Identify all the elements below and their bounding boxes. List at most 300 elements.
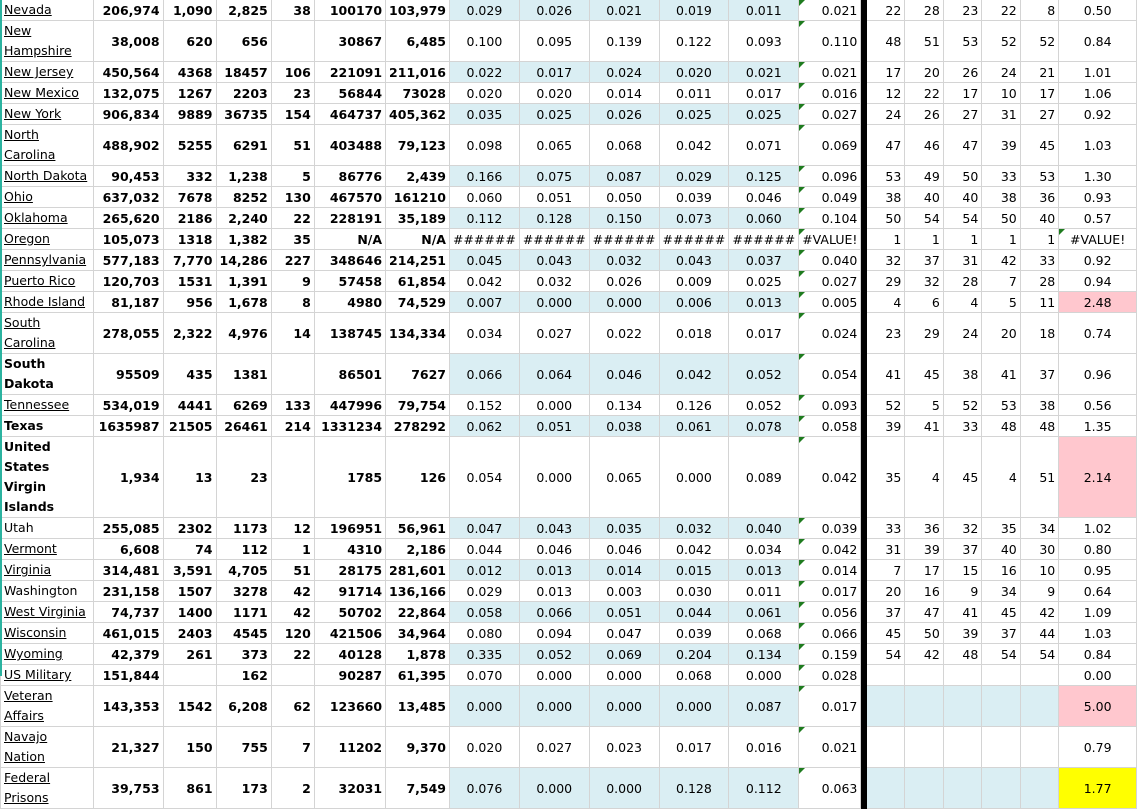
cell-ratio-4[interactable]: 0.009 [659, 271, 729, 292]
cell-ratio-5[interactable]: 0.125 [729, 166, 799, 187]
cell-ratio-2[interactable]: 0.043 [519, 518, 589, 539]
cell-ratio-5[interactable]: 0.052 [729, 395, 799, 416]
cell-ratio-1[interactable]: 0.166 [449, 166, 519, 187]
cell-count-f[interactable]: 9,370 [386, 727, 450, 768]
cell-ratio-4[interactable]: 0.044 [659, 602, 729, 623]
cell-count-b[interactable]: 74 [163, 539, 216, 560]
cell-ratio-average[interactable]: 0.069 [799, 125, 861, 166]
cell-ratio-4[interactable]: 0.006 [659, 292, 729, 313]
cell-rank-4[interactable]: 42 [982, 250, 1020, 271]
cell-count-a[interactable]: 42,379 [94, 644, 163, 665]
cell-jurisdiction-name[interactable] [1, 623, 94, 644]
cell-ratio-5[interactable]: 0.060 [729, 208, 799, 229]
cell-rank-2[interactable] [905, 686, 943, 727]
cell-score[interactable]: 0.50 [1059, 0, 1137, 21]
cell-ratio-5[interactable]: 0.112 [729, 768, 799, 809]
cell-count-b[interactable]: 5255 [163, 125, 216, 166]
cell-score[interactable]: 0.84 [1059, 644, 1137, 665]
cell-rank-3[interactable]: 17 [943, 83, 981, 104]
cell-ratio-3[interactable]: 0.024 [589, 62, 659, 83]
cell-count-e[interactable]: 86776 [314, 166, 385, 187]
cell-ratio-2[interactable]: ###### [519, 229, 589, 250]
cell-rank-1[interactable]: 48 [866, 21, 904, 62]
cell-ratio-3[interactable]: 0.021 [589, 0, 659, 21]
cell-rank-3[interactable]: 37 [943, 539, 981, 560]
cell-rank-3[interactable]: 48 [943, 644, 981, 665]
cell-rank-3[interactable]: 31 [943, 250, 981, 271]
cell-rank-4[interactable]: 53 [982, 395, 1020, 416]
cell-rank-3[interactable]: 54 [943, 208, 981, 229]
cell-jurisdiction-name[interactable] [1, 313, 94, 354]
cell-count-f[interactable]: 61,854 [386, 271, 450, 292]
cell-count-f[interactable]: N/A [386, 229, 450, 250]
cell-jurisdiction-name[interactable] [1, 416, 94, 437]
cell-rank-4[interactable]: 48 [982, 416, 1020, 437]
cell-jurisdiction-name[interactable] [1, 354, 94, 395]
cell-ratio-4[interactable]: 0.030 [659, 581, 729, 602]
cell-count-b[interactable]: 1318 [163, 229, 216, 250]
cell-count-a[interactable]: 278,055 [94, 313, 163, 354]
cell-ratio-3[interactable]: 0.023 [589, 727, 659, 768]
cell-ratio-average[interactable]: 0.021 [799, 727, 861, 768]
cell-rank-5[interactable] [1020, 665, 1058, 686]
cell-ratio-5[interactable]: 0.071 [729, 125, 799, 166]
cell-count-f[interactable]: 134,334 [386, 313, 450, 354]
cell-count-f[interactable]: 56,961 [386, 518, 450, 539]
cell-score[interactable]: 0.95 [1059, 560, 1137, 581]
cell-count-c[interactable]: 23 [216, 437, 271, 518]
cell-count-a[interactable]: 1635987 [94, 416, 163, 437]
cell-ratio-1[interactable]: 0.044 [449, 539, 519, 560]
cell-ratio-4[interactable]: 0.204 [659, 644, 729, 665]
cell-rank-4[interactable]: 40 [982, 539, 1020, 560]
cell-ratio-3[interactable]: 0.087 [589, 166, 659, 187]
cell-ratio-2[interactable]: 0.064 [519, 354, 589, 395]
cell-count-f[interactable]: 74,529 [386, 292, 450, 313]
cell-rank-1[interactable]: 23 [866, 313, 904, 354]
cell-ratio-5[interactable]: 0.025 [729, 271, 799, 292]
cell-count-f[interactable]: 405,362 [386, 104, 450, 125]
cell-rank-1[interactable]: 53 [866, 166, 904, 187]
cell-count-b[interactable]: 3,591 [163, 560, 216, 581]
cell-count-d[interactable]: 14 [271, 313, 314, 354]
cell-jurisdiction-name[interactable] [1, 0, 94, 21]
cell-count-c[interactable]: 1,678 [216, 292, 271, 313]
cell-jurisdiction-name[interactable] [1, 271, 94, 292]
cell-ratio-average[interactable]: 0.024 [799, 313, 861, 354]
cell-score[interactable]: 0.64 [1059, 581, 1137, 602]
cell-rank-2[interactable]: 51 [905, 21, 943, 62]
cell-ratio-1[interactable]: 0.060 [449, 187, 519, 208]
cell-count-a[interactable]: 265,620 [94, 208, 163, 229]
cell-ratio-1[interactable]: 0.020 [449, 83, 519, 104]
cell-ratio-2[interactable]: 0.000 [519, 292, 589, 313]
cell-count-b[interactable]: 1531 [163, 271, 216, 292]
cell-rank-2[interactable]: 6 [905, 292, 943, 313]
cell-count-e[interactable]: 1785 [314, 437, 385, 518]
cell-rank-1[interactable]: 41 [866, 354, 904, 395]
cell-count-f[interactable]: 1,878 [386, 644, 450, 665]
cell-count-d[interactable]: 22 [271, 208, 314, 229]
cell-ratio-average[interactable]: 0.021 [799, 62, 861, 83]
cell-ratio-1[interactable]: 0.045 [449, 250, 519, 271]
cell-count-c[interactable]: 14,286 [216, 250, 271, 271]
cell-ratio-3[interactable]: 0.014 [589, 83, 659, 104]
cell-rank-3[interactable] [943, 768, 981, 809]
cell-count-f[interactable]: 13,485 [386, 686, 450, 727]
cell-count-b[interactable]: 956 [163, 292, 216, 313]
cell-ratio-average[interactable]: 0.096 [799, 166, 861, 187]
cell-rank-4[interactable]: 52 [982, 21, 1020, 62]
cell-rank-5[interactable]: 30 [1020, 539, 1058, 560]
cell-count-a[interactable]: 206,974 [94, 0, 163, 21]
cell-count-e[interactable]: 56844 [314, 83, 385, 104]
cell-count-d[interactable]: 51 [271, 125, 314, 166]
cell-ratio-average[interactable]: 0.056 [799, 602, 861, 623]
cell-ratio-5[interactable]: 0.061 [729, 602, 799, 623]
cell-rank-5[interactable]: 10 [1020, 560, 1058, 581]
cell-rank-4[interactable]: 35 [982, 518, 1020, 539]
cell-count-e[interactable]: 86501 [314, 354, 385, 395]
cell-count-e[interactable]: 32031 [314, 768, 385, 809]
cell-count-a[interactable]: 906,834 [94, 104, 163, 125]
cell-count-f[interactable]: 103,979 [386, 0, 450, 21]
cell-rank-3[interactable]: 1 [943, 229, 981, 250]
cell-count-b[interactable]: 4441 [163, 395, 216, 416]
cell-count-c[interactable]: 1171 [216, 602, 271, 623]
cell-ratio-3[interactable]: 0.022 [589, 313, 659, 354]
cell-ratio-4[interactable]: 0.000 [659, 686, 729, 727]
cell-ratio-3[interactable]: 0.065 [589, 437, 659, 518]
cell-ratio-5[interactable]: 0.093 [729, 21, 799, 62]
cell-ratio-4[interactable]: 0.020 [659, 62, 729, 83]
cell-rank-2[interactable]: 41 [905, 416, 943, 437]
cell-score[interactable]: 1.02 [1059, 518, 1137, 539]
cell-ratio-4[interactable]: 0.025 [659, 104, 729, 125]
cell-rank-1[interactable]: 54 [866, 644, 904, 665]
cell-count-d[interactable]: 12 [271, 518, 314, 539]
cell-ratio-1[interactable]: 0.080 [449, 623, 519, 644]
cell-rank-2[interactable]: 49 [905, 166, 943, 187]
cell-count-b[interactable]: 620 [163, 21, 216, 62]
cell-ratio-2[interactable]: 0.051 [519, 416, 589, 437]
cell-count-a[interactable]: 132,075 [94, 83, 163, 104]
cell-count-e[interactable]: 403488 [314, 125, 385, 166]
cell-score[interactable]: 0.84 [1059, 21, 1137, 62]
cell-jurisdiction-name[interactable] [1, 518, 94, 539]
cell-ratio-2[interactable]: 0.095 [519, 21, 589, 62]
cell-ratio-average[interactable]: 0.159 [799, 644, 861, 665]
cell-score[interactable]: 1.35 [1059, 416, 1137, 437]
cell-count-b[interactable]: 261 [163, 644, 216, 665]
cell-ratio-5[interactable]: 0.016 [729, 727, 799, 768]
cell-count-e[interactable]: 11202 [314, 727, 385, 768]
cell-rank-3[interactable] [943, 665, 981, 686]
cell-rank-1[interactable]: 33 [866, 518, 904, 539]
cell-count-f[interactable]: 73028 [386, 83, 450, 104]
cell-ratio-4[interactable]: 0.017 [659, 727, 729, 768]
cell-ratio-average[interactable]: 0.093 [799, 395, 861, 416]
cell-rank-2[interactable]: 54 [905, 208, 943, 229]
cell-ratio-1[interactable]: 0.070 [449, 665, 519, 686]
cell-score[interactable]: 1.09 [1059, 602, 1137, 623]
cell-count-e[interactable]: 467570 [314, 187, 385, 208]
cell-rank-3[interactable]: 4 [943, 292, 981, 313]
cell-ratio-2[interactable]: 0.065 [519, 125, 589, 166]
cell-ratio-average[interactable]: 0.028 [799, 665, 861, 686]
cell-jurisdiction-name[interactable] [1, 166, 94, 187]
cell-count-c[interactable]: 4,976 [216, 313, 271, 354]
cell-count-c[interactable]: 2203 [216, 83, 271, 104]
cell-count-b[interactable]: 4368 [163, 62, 216, 83]
cell-score[interactable]: 1.06 [1059, 83, 1137, 104]
cell-count-b[interactable]: 861 [163, 768, 216, 809]
cell-count-a[interactable]: 450,564 [94, 62, 163, 83]
cell-count-e[interactable]: 421506 [314, 623, 385, 644]
cell-rank-3[interactable]: 28 [943, 271, 981, 292]
cell-ratio-4[interactable]: 0.128 [659, 768, 729, 809]
cell-ratio-1[interactable]: 0.029 [449, 0, 519, 21]
cell-count-d[interactable]: 38 [271, 0, 314, 21]
cell-ratio-3[interactable]: 0.000 [589, 292, 659, 313]
cell-ratio-2[interactable]: 0.032 [519, 271, 589, 292]
cell-ratio-2[interactable]: 0.043 [519, 250, 589, 271]
cell-count-e[interactable]: 91714 [314, 581, 385, 602]
cell-rank-4[interactable]: 5 [982, 292, 1020, 313]
cell-count-f[interactable]: 79,123 [386, 125, 450, 166]
cell-count-a[interactable]: 1,934 [94, 437, 163, 518]
cell-count-d[interactable] [271, 354, 314, 395]
cell-ratio-2[interactable]: 0.025 [519, 104, 589, 125]
cell-count-e[interactable]: N/A [314, 229, 385, 250]
cell-ratio-5[interactable]: 0.017 [729, 83, 799, 104]
cell-rank-5[interactable]: 38 [1020, 395, 1058, 416]
cell-count-a[interactable]: 255,085 [94, 518, 163, 539]
cell-count-d[interactable]: 42 [271, 602, 314, 623]
cell-jurisdiction-name[interactable] [1, 104, 94, 125]
cell-rank-4[interactable] [982, 665, 1020, 686]
cell-rank-3[interactable]: 41 [943, 602, 981, 623]
cell-count-c[interactable]: 1,238 [216, 166, 271, 187]
cell-count-a[interactable]: 120,703 [94, 271, 163, 292]
cell-ratio-average[interactable]: 0.017 [799, 686, 861, 727]
cell-count-d[interactable]: 8 [271, 292, 314, 313]
cell-count-a[interactable]: 90,453 [94, 166, 163, 187]
cell-count-a[interactable]: 38,008 [94, 21, 163, 62]
cell-rank-2[interactable]: 32 [905, 271, 943, 292]
cell-ratio-2[interactable]: 0.000 [519, 686, 589, 727]
cell-rank-5[interactable]: 21 [1020, 62, 1058, 83]
cell-score[interactable]: 0.56 [1059, 395, 1137, 416]
cell-rank-3[interactable]: 40 [943, 187, 981, 208]
cell-ratio-4[interactable]: 0.042 [659, 125, 729, 166]
cell-ratio-1[interactable]: 0.076 [449, 768, 519, 809]
cell-rank-3[interactable]: 9 [943, 581, 981, 602]
cell-ratio-1[interactable]: 0.047 [449, 518, 519, 539]
cell-rank-1[interactable]: 35 [866, 437, 904, 518]
cell-rank-5[interactable]: 52 [1020, 21, 1058, 62]
cell-ratio-average[interactable]: 0.021 [799, 0, 861, 21]
cell-ratio-5[interactable]: 0.087 [729, 686, 799, 727]
cell-rank-1[interactable] [866, 727, 904, 768]
cell-rank-2[interactable]: 40 [905, 187, 943, 208]
cell-rank-3[interactable]: 15 [943, 560, 981, 581]
cell-count-f[interactable]: 136,166 [386, 581, 450, 602]
cell-ratio-1[interactable]: 0.098 [449, 125, 519, 166]
cell-count-b[interactable] [163, 665, 216, 686]
cell-rank-1[interactable]: 17 [866, 62, 904, 83]
cell-jurisdiction-name[interactable] [1, 395, 94, 416]
cell-count-a[interactable]: 637,032 [94, 187, 163, 208]
cell-count-f[interactable]: 6,485 [386, 21, 450, 62]
cell-count-b[interactable]: 1542 [163, 686, 216, 727]
cell-ratio-3[interactable]: 0.069 [589, 644, 659, 665]
cell-rank-3[interactable]: 52 [943, 395, 981, 416]
cell-rank-5[interactable]: 51 [1020, 437, 1058, 518]
cell-rank-1[interactable]: 7 [866, 560, 904, 581]
cell-rank-1[interactable]: 39 [866, 416, 904, 437]
cell-rank-3[interactable]: 27 [943, 104, 981, 125]
cell-count-d[interactable]: 23 [271, 83, 314, 104]
cell-ratio-2[interactable]: 0.051 [519, 187, 589, 208]
cell-rank-4[interactable]: 24 [982, 62, 1020, 83]
cell-ratio-3[interactable]: 0.134 [589, 395, 659, 416]
cell-ratio-average[interactable]: 0.104 [799, 208, 861, 229]
cell-jurisdiction-name[interactable] [1, 686, 94, 727]
cell-rank-2[interactable]: 45 [905, 354, 943, 395]
cell-count-a[interactable]: 231,158 [94, 581, 163, 602]
cell-count-a[interactable]: 39,753 [94, 768, 163, 809]
cell-ratio-4[interactable]: 0.019 [659, 0, 729, 21]
cell-count-f[interactable]: 2,186 [386, 539, 450, 560]
cell-rank-4[interactable]: 50 [982, 208, 1020, 229]
cell-score[interactable]: 2.14 [1059, 437, 1137, 518]
cell-ratio-2[interactable]: 0.027 [519, 727, 589, 768]
cell-score[interactable]: 1.30 [1059, 166, 1137, 187]
cell-rank-3[interactable] [943, 727, 981, 768]
cell-count-c[interactable]: 2,240 [216, 208, 271, 229]
cell-ratio-2[interactable]: 0.000 [519, 395, 589, 416]
cell-rank-1[interactable] [866, 768, 904, 809]
cell-rank-1[interactable]: 45 [866, 623, 904, 644]
cell-ratio-3[interactable]: 0.026 [589, 271, 659, 292]
cell-rank-2[interactable]: 17 [905, 560, 943, 581]
cell-count-c[interactable]: 6269 [216, 395, 271, 416]
cell-rank-1[interactable]: 12 [866, 83, 904, 104]
cell-ratio-average[interactable]: 0.027 [799, 104, 861, 125]
cell-count-f[interactable]: 281,601 [386, 560, 450, 581]
cell-rank-4[interactable]: 33 [982, 166, 1020, 187]
cell-jurisdiction-name[interactable] [1, 187, 94, 208]
cell-rank-5[interactable] [1020, 727, 1058, 768]
cell-ratio-3[interactable]: 0.035 [589, 518, 659, 539]
cell-count-f[interactable]: 35,189 [386, 208, 450, 229]
cell-count-d[interactable]: 5 [271, 166, 314, 187]
cell-ratio-3[interactable]: 0.038 [589, 416, 659, 437]
cell-rank-5[interactable]: 40 [1020, 208, 1058, 229]
cell-count-d[interactable] [271, 665, 314, 686]
cell-jurisdiction-name[interactable] [1, 602, 94, 623]
cell-ratio-average[interactable]: 0.110 [799, 21, 861, 62]
cell-count-b[interactable]: 1400 [163, 602, 216, 623]
cell-ratio-2[interactable]: 0.013 [519, 560, 589, 581]
cell-rank-3[interactable]: 50 [943, 166, 981, 187]
cell-count-e[interactable]: 40128 [314, 644, 385, 665]
cell-score[interactable]: 0.74 [1059, 313, 1137, 354]
cell-jurisdiction-name[interactable] [1, 768, 94, 809]
cell-ratio-3[interactable]: 0.026 [589, 104, 659, 125]
cell-ratio-5[interactable]: 0.013 [729, 560, 799, 581]
cell-jurisdiction-name[interactable] [1, 437, 94, 518]
cell-ratio-1[interactable]: 0.152 [449, 395, 519, 416]
cell-rank-2[interactable]: 36 [905, 518, 943, 539]
cell-count-b[interactable]: 1267 [163, 83, 216, 104]
cell-count-c[interactable]: 8252 [216, 187, 271, 208]
cell-count-f[interactable]: 126 [386, 437, 450, 518]
cell-count-e[interactable]: 123660 [314, 686, 385, 727]
cell-rank-1[interactable]: 37 [866, 602, 904, 623]
cell-rank-4[interactable]: 39 [982, 125, 1020, 166]
cell-count-c[interactable]: 755 [216, 727, 271, 768]
cell-ratio-2[interactable]: 0.075 [519, 166, 589, 187]
cell-rank-2[interactable]: 37 [905, 250, 943, 271]
cell-rank-5[interactable]: 1 [1020, 229, 1058, 250]
cell-jurisdiction-name[interactable] [1, 560, 94, 581]
cell-rank-1[interactable] [866, 665, 904, 686]
cell-count-d[interactable]: 35 [271, 229, 314, 250]
cell-count-a[interactable]: 74,737 [94, 602, 163, 623]
cell-ratio-4[interactable]: 0.011 [659, 83, 729, 104]
cell-jurisdiction-name[interactable] [1, 292, 94, 313]
cell-count-f[interactable]: 7627 [386, 354, 450, 395]
cell-rank-4[interactable]: 10 [982, 83, 1020, 104]
cell-count-e[interactable]: 30867 [314, 21, 385, 62]
cell-ratio-3[interactable]: 0.150 [589, 208, 659, 229]
cell-count-d[interactable]: 133 [271, 395, 314, 416]
cell-ratio-average[interactable]: #VALUE! [799, 229, 861, 250]
cell-count-d[interactable] [271, 437, 314, 518]
cell-ratio-average[interactable]: 0.042 [799, 539, 861, 560]
cell-ratio-2[interactable]: 0.046 [519, 539, 589, 560]
cell-rank-3[interactable]: 26 [943, 62, 981, 83]
cell-rank-3[interactable]: 45 [943, 437, 981, 518]
cell-ratio-3[interactable]: 0.051 [589, 602, 659, 623]
cell-ratio-average[interactable]: 0.017 [799, 581, 861, 602]
cell-count-d[interactable]: 51 [271, 560, 314, 581]
cell-ratio-3[interactable]: 0.046 [589, 539, 659, 560]
cell-rank-5[interactable]: 9 [1020, 581, 1058, 602]
cell-score[interactable]: 0.92 [1059, 250, 1137, 271]
cell-count-d[interactable]: 22 [271, 644, 314, 665]
cell-count-b[interactable]: 2302 [163, 518, 216, 539]
cell-count-b[interactable]: 7678 [163, 187, 216, 208]
cell-count-e[interactable]: 464737 [314, 104, 385, 125]
cell-rank-2[interactable]: 4 [905, 437, 943, 518]
cell-rank-3[interactable]: 32 [943, 518, 981, 539]
cell-count-f[interactable]: 34,964 [386, 623, 450, 644]
cell-jurisdiction-name[interactable] [1, 665, 94, 686]
cell-ratio-2[interactable]: 0.000 [519, 768, 589, 809]
cell-ratio-4[interactable]: 0.029 [659, 166, 729, 187]
cell-ratio-1[interactable]: 0.100 [449, 21, 519, 62]
cell-score[interactable]: 0.93 [1059, 187, 1137, 208]
cell-rank-5[interactable]: 8 [1020, 0, 1058, 21]
cell-rank-5[interactable]: 48 [1020, 416, 1058, 437]
cell-jurisdiction-name[interactable] [1, 229, 94, 250]
cell-jurisdiction-name[interactable] [1, 644, 94, 665]
cell-score[interactable]: 0.57 [1059, 208, 1137, 229]
cell-ratio-5[interactable]: 0.134 [729, 644, 799, 665]
